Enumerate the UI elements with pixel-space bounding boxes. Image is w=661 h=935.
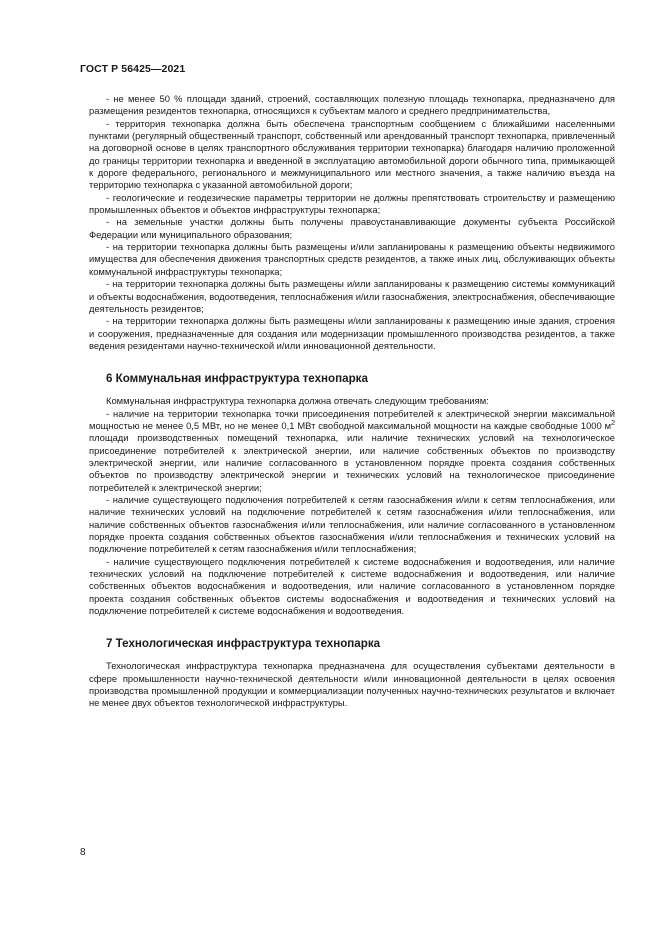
list-item: - на земельные участки должны быть получены правоустанавливающие документы субъекта Российской Федерации или муниципального образования;: [89, 216, 615, 240]
item-text: площади производственных помещений технопарка, или наличие технических условий на технологическое присоединение потребителей к электрической энергии, или наличие собственных объектов по производству электрической энергии, или наличие согласованного в установленном порядке проекта создания собственных объектов по производству электрической энергии и технических условий на технологическое присоединение потребителей к электрической энергии;: [89, 432, 615, 493]
list-item: - наличие существующего подключения потребителей к сетям газоснабжения и/или к сетям теплоснабжения, или наличие технических условий на подключение потребителей к сетям газоснабжения и/или теплоснабжения, или наличие собственных объектов газоснабжения и/или теплоснабжения, или наличие согласованного в установленном порядке проекта создания собственных объектов газоснабжения и/или теплоснабжения и технических условий на подключение потребителей к сетям газоснабжения и/или теплоснабжения;: [89, 493, 615, 555]
section-6-heading: 6 Коммунальная инфраструктура технопарка: [106, 372, 368, 386]
list-item: - на территории технопарка должны быть размещены и/или запланированы к размещению системы коммуникаций и объекты водоснабжения, водоотведения, теплоснабжения и/или газоснабжения, электроснабжения, обеспечивающие деятельность резидентов;: [89, 278, 615, 314]
section-7-heading: 7 Технологическая инфраструктура технопарка: [106, 637, 381, 651]
list-item: - территория технопарка должна быть обеспечена транспортным сообщением с ближайшими населенными пунктами (регулярный общественный транспорт, собственный или арендованный транспорт технопарка, привлеченный на договорной основе в целях транспортного обслуживания территории технопарка) благодаря наличию проложенной до границы территории технопарка и введенной в эксплуатацию автомобильной дороги обычного типа, примыкающей к дороге федерального, регионального и межмуниципального или местного значения, а также наличию въезда на территорию технопарка с указанной автомобильной дороги;: [89, 117, 615, 191]
list-item: - на территории технопарка должны быть размещены и/или запланированы к размещению иные здания, строения и сооружения, предназначенные для создания или модернизации промышленного производства резидентов, а также ведения резидентами научно-технической и/или инновационной деятельности.: [89, 315, 615, 351]
list-item: - наличие существующего подключения потребителей к системе водоснабжения и водоотведения, или наличие технических условий на подключение потребителей к системе водоснабжения и водоотведения, или наличие собственных объектов водоснабжения и водоотведения, или наличие согласованного в установленном порядке проекта создания собственных объектов системы водоснабжения и водоотведения и технических условий на подключение потребителей к системе водоснабжения и водоотведения.: [89, 555, 615, 617]
section-7-paragraph: Технологическая инфраструктура технопарка предназначена для осуществления субъектами деятельности в сфере промышленности научно-технической деятельности и/или инновационной деятельности в целях освоения производства промышленной продукции и коммерциализации полученных научно-технических результатов и включает не менее двух объектов технологической инфраструктуры.: [89, 660, 615, 709]
item-text: - наличие на территории технопарка точки присоединения потребителей к электрической энергии максимальной мощностью не менее 0,5 МВт, но не менее 0,1 МВт свободной максимальной мощности на каждые свободные 1000 м: [89, 407, 615, 431]
page-number: 8: [80, 847, 86, 858]
list-item: [89, 408, 615, 494]
superscript: 2: [611, 419, 615, 427]
document-body: [89, 93, 615, 710]
section-6-lead: Коммунальная инфраструктура технопарка должна отвечать следующим требованиям:: [106, 395, 489, 407]
list-item: - не менее 50 % площади зданий, строений, составляющих полезную площадь технопарка, предназначено для размещения резидентов технопарка, относящихся к субъектам малого и среднего предпринимательства,: [89, 93, 615, 117]
list-item: - геологические и геодезические параметры территории не должны препятствовать строительству и размещению промышленных объектов и объектов инфраструктуры технопарка;: [89, 191, 615, 216]
document-header: ГОСТ Р 56425—2021: [80, 63, 186, 75]
list-item: - на территории технопарка должны быть размещены и/или запланированы к размещению объекты недвижимого имущества для обеспечения движения транспортных средств резидентов, а также иных лиц, обслуживающих объекты коммунальной инфраструктуры технопарка;: [89, 241, 615, 277]
